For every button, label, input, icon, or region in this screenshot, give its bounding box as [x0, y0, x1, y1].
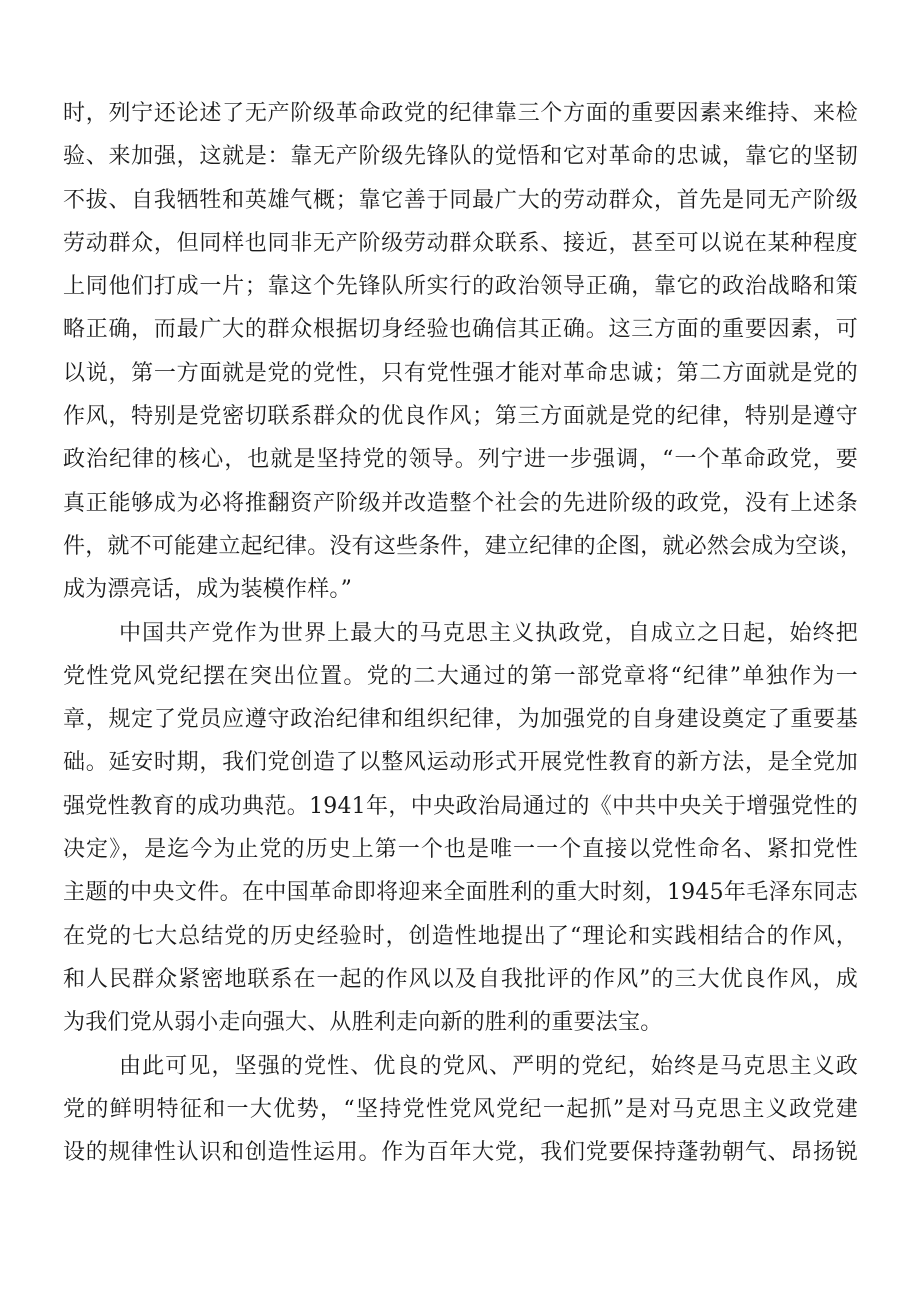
text-line: 党性党风党纪摆在突出位置。党的二大通过的第一部党章将“纪律”单独作为一 [63, 663, 858, 689]
paragraph-2 [63, 612, 858, 1045]
document-body [63, 92, 863, 1174]
text-line: 章，规定了党员应遵守政治纪律和组织纪律，为加强党的自身建设奠定了重要基 [63, 707, 858, 733]
text-line: 党的鲜明特征和一大优势，“坚持党性党风党纪一起抓”是对马克思主义政党建 [63, 1096, 858, 1122]
text-line: 成为漂亮话，成为装模作样。” [63, 577, 353, 603]
text-line: 由此可见，坚强的党性、优良的党风、严明的党纪，始终是马克思主义政 [119, 1053, 858, 1079]
text-line: 在党的七大总结党的历史经验时，创造性地提出了“理论和实践相结合的作风， [63, 923, 858, 949]
text-line: 以说，第一方面就是党的党性，只有党性强才能对革命忠诚；第二方面就是党的 [63, 360, 858, 386]
text-line: 主题的中央文件。在中国革命即将迎来全面胜利的重大时刻，1945年毛泽东同志 [63, 880, 858, 906]
text-line: 中国共产党作为世界上最大的马克思主义执政党，自成立之日起，始终把 [119, 620, 858, 646]
text-line: 和人民群众紧密地联系在一起的作风以及自我批评的作风”的三大优良作风，成 [63, 966, 858, 992]
text-line: 不拔、自我牺牲和英雄气概；靠它善于同最广大的劳动群众，首先是同无产阶级 [63, 187, 858, 213]
paragraph-1 [63, 92, 863, 612]
text-line: 件，就不可能建立起纪律。没有这些条件，建立纪律的企图，就必然会成为空谈， [63, 533, 863, 559]
text-line: 作风，特别是党密切联系群众的优良作风；第三方面就是党的纪律，特别是遵守 [63, 404, 858, 430]
text-line: 劳动群众，但同样也同非无产阶级劳动群众联系、接近，甚至可以说在某种程度 [63, 230, 858, 256]
text-line: 政治纪律的核心，也就是坚持党的领导。列宁进一步强调，“一个革命政党，要 [63, 447, 858, 473]
text-line: 决定》，是迄今为止党的历史上第一个也是唯一一个直接以党性命名、紧扣党性 [63, 837, 858, 863]
text-line: 为我们党从弱小走向强大、从胜利走向新的胜利的重要法宝。 [63, 1010, 663, 1036]
text-line: 强党性教育的成功典范。1941年，中央政治局通过的《中共中央关于增强党性的 [63, 793, 858, 819]
text-line: 础。延安时期，我们党创造了以整风运动形式开展党性教育的新方法，是全党加 [63, 750, 858, 776]
text-line: 上同他们打成一片；靠这个先锋队所实行的政治领导正确，靠它的政治战略和策 [63, 274, 858, 300]
paragraph-3 [63, 1045, 858, 1175]
text-line: 时，列宁还论述了无产阶级革命政党的纪律靠三个方面的重要因素来维持、来检 [63, 101, 858, 126]
text-line: 设的规律性认识和创造性运用。作为百年大党，我们党要保持蓬勃朝气、昂扬锐 [63, 1140, 858, 1166]
text-line: 真正能够成为必将推翻资产阶级并改造整个社会的先进阶级的政党，没有上述条 [63, 490, 858, 516]
text-line: 略正确，而最广大的群众根据切身经验也确信其正确。这三方面的重要因素，可 [63, 317, 858, 343]
text-line: 验、来加强，这就是：靠无产阶级先锋队的觉悟和它对革命的忠诚，靠它的坚韧 [63, 144, 858, 170]
